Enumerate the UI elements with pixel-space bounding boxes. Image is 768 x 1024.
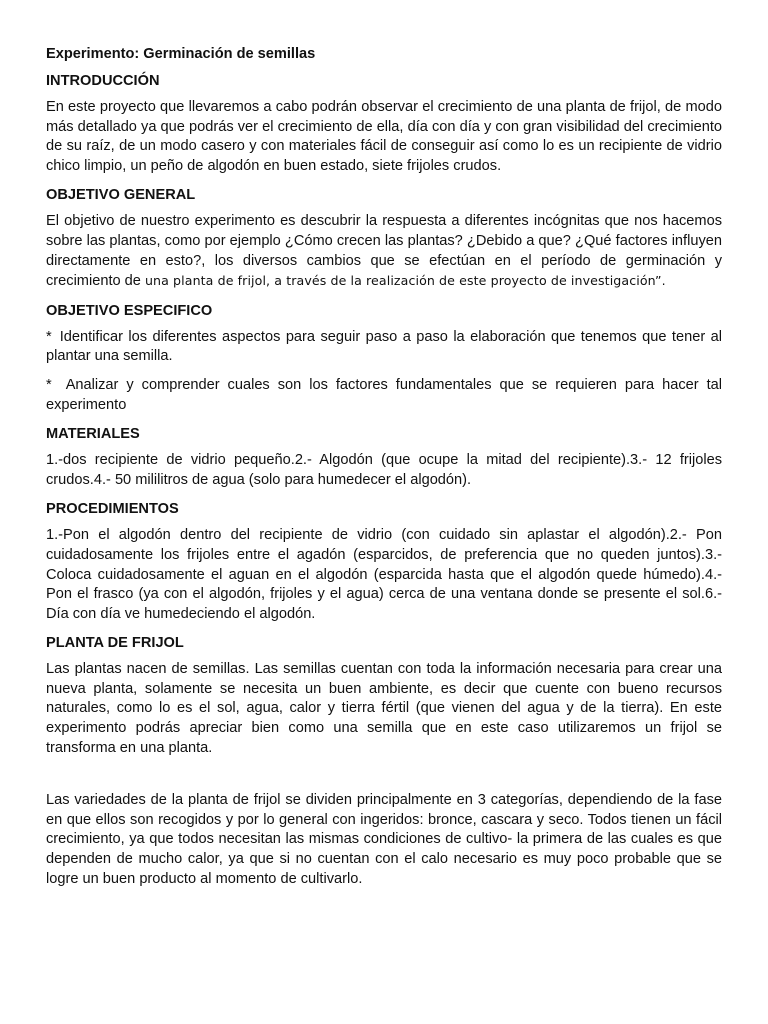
objetivo-especifico-text-1: Identificar los diferentes aspectos para seguir paso a paso la elaboración que tenemos que tener al plantar una semilla. bbox=[46, 328, 722, 365]
bullet-star-icon: * bbox=[46, 376, 52, 393]
objetivo-general-text-b: una planta de frijol, a través de la realización de este proyecto de investigación”. bbox=[144, 273, 666, 289]
paragraph-gap bbox=[46, 767, 722, 791]
heading-objetivo-especifico: OBJETIVO ESPECIFICO bbox=[46, 302, 213, 319]
heading-introduccion: INTRODUCCIÓN bbox=[46, 73, 160, 89]
heading-materiales: MATERIALES bbox=[46, 426, 140, 443]
heading-procedimientos: PROCEDIMIENTOS bbox=[46, 501, 179, 518]
paragraph-planta-2: Las variedades de la planta de frijol se dividen principalmente en 3 categorías, dependiendo de la fase en que ellos son recogidos y por lo general con ingeridos: bronce, cascara y seco. Todos tienen un fácil crecimiento, ya que todos necesitan las mismas condiciones de cultivo- la primera de las cuales es que dependen de mucho calor, ya que si no cuentan con el calo necesario es muy poco probable que se logre un buen producto al momento de cultivarlo. bbox=[46, 792, 722, 887]
objetivo-especifico-item-2 bbox=[46, 376, 722, 415]
document-title: Experimento: Germinación de semillas bbox=[46, 46, 316, 62]
paragraph-introduccion: En este proyecto que llevaremos a cabo podrán observar el crecimiento de una planta de frijol, de modo más detallado ya que podrás ver el crecimiento de ella, día con día y con gran visibilidad del crecimiento de su raíz, de un modo casero y con materiales fácil de conseguir así como lo es un recipiente de vidrio chico limpio, un peño de algodón en buen estado, siete frijoles crudos. bbox=[46, 99, 722, 174]
heading-planta-de-frijol: PLANTA DE FRIJOL bbox=[46, 635, 184, 652]
objetivo-especifico-text-2: Analizar y comprender cuales son los factores fundamentales que se requieren para hacer tal experimento bbox=[46, 376, 722, 413]
heading-objetivo-general: OBJETIVO GENERAL bbox=[46, 187, 196, 204]
paragraph-materiales: 1.-dos recipiente de vidrio pequeño.2.- Algodón (que ocupe la mitad del recipiente).3.- 12 frijoles crudos.4.- 50 mililitros de agua (solo para humedecer el algodón). bbox=[46, 452, 722, 488]
paragraph-planta-1: Las plantas nacen de semillas. Las semillas cuentan con toda la información necesaria para crear una nueva planta, solamente se necesita un buen ambiente, es decir que cuente con bueno recursos naturales, como lo es el sol, agua, calor y tierra fértil (que vienen del agua y de la tierra). En este experimento podrás apreciar bien como una semilla que en este caso utilizaremos un frijol se transforma en una planta. bbox=[46, 661, 722, 756]
paragraph-procedimientos: 1.-Pon el algodón dentro del recipiente de vidrio (con cuidado sin aplastar el algodón).2.- Pon cuidadosamente los frijoles entre el agadón (esparcidos, de preferencia que no queden juntos).3.- Coloca cuidadosamente el aguan en el algodón (esparcida hasta que el algodón quede húmedo).4.- Pon el frasco (ya con el algodón, frijoles y el agua) cerca de una ventana donde se presente el sol.6.- Día con día ve humedeciendo el algodón. bbox=[46, 527, 722, 622]
bullet-star-icon: * bbox=[46, 328, 52, 345]
objetivo-especifico-item-1 bbox=[46, 328, 722, 367]
paragraph-objetivo-general bbox=[46, 212, 722, 291]
objetivo-general-text-a: El objetivo de nuestro experimento es descubrir la respuesta a diferentes incógnitas que nos hacemos sobre las plantas, como por ejemplo ¿Cómo crecen las plantas? ¿Debido a que? ¿Qué factores influyen directamente en esto?, los diversos cambios que se efectúan en el período de germinación y crecimiento de bbox=[46, 213, 722, 290]
